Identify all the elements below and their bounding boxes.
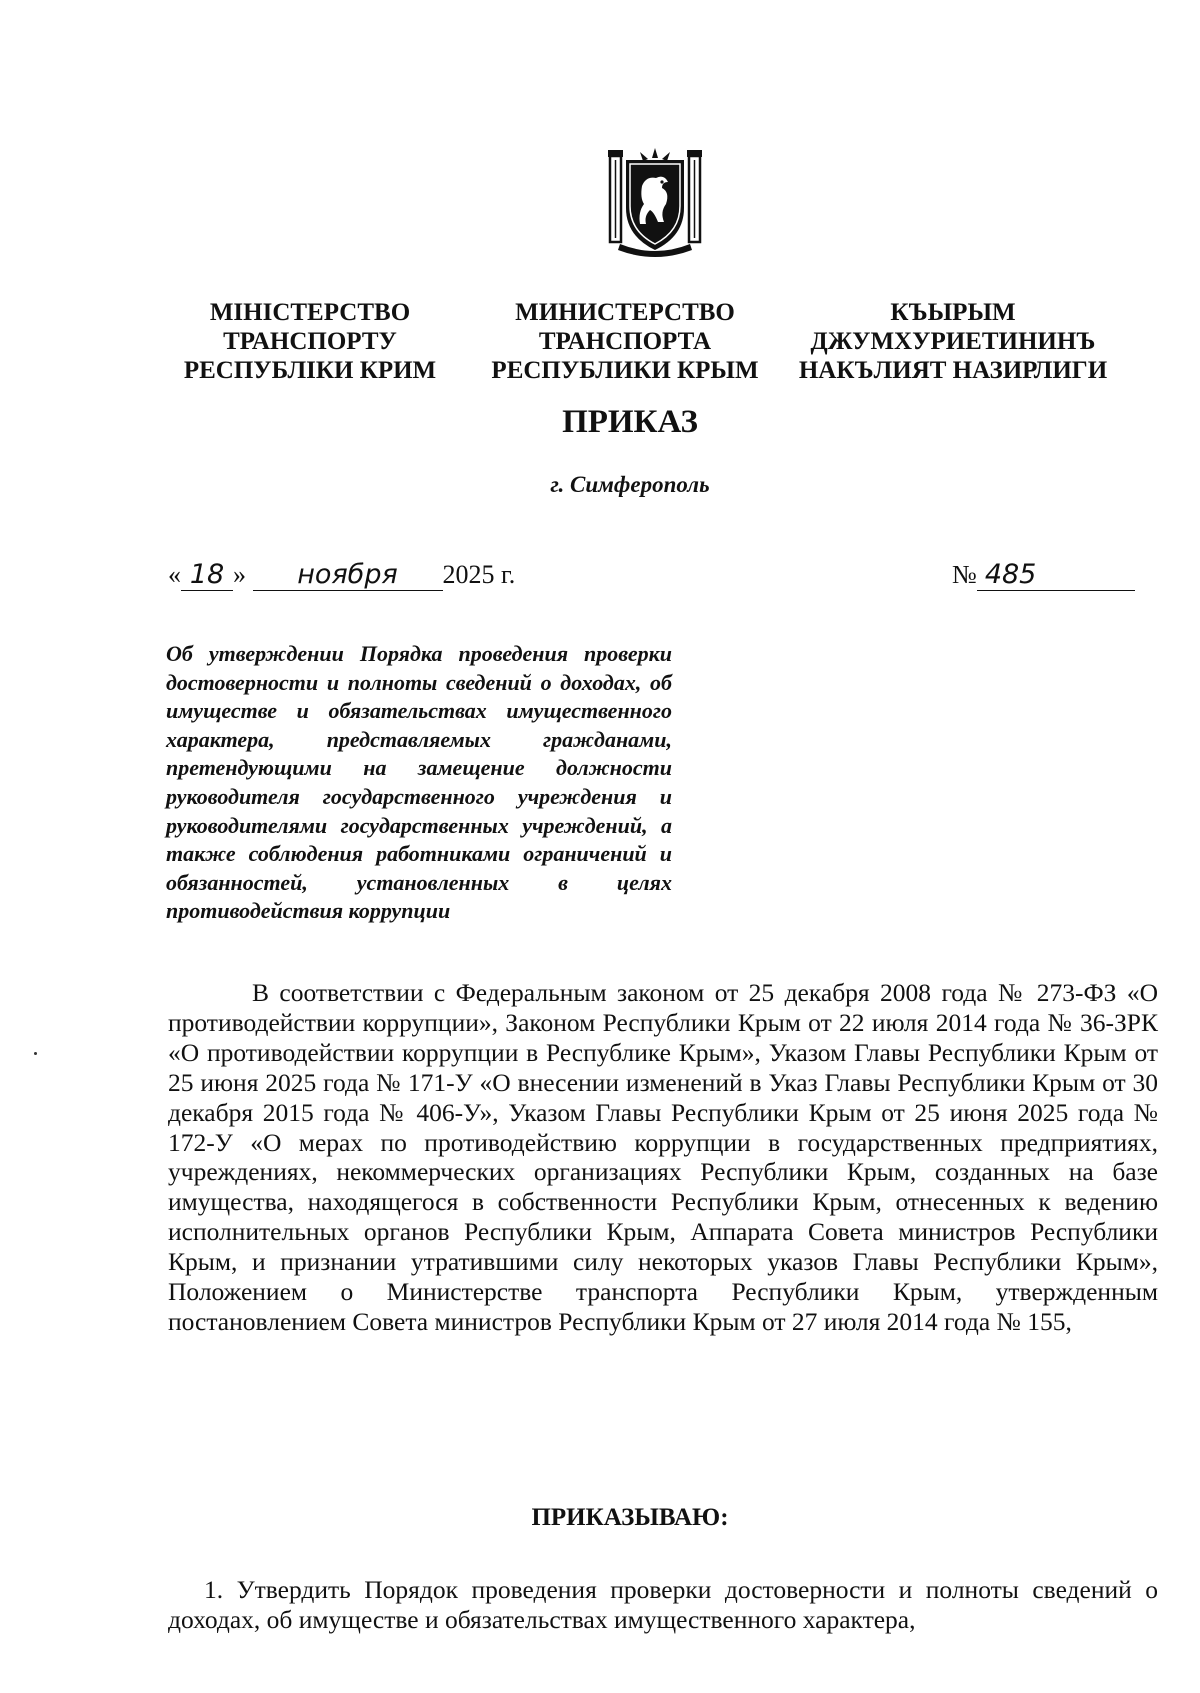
order-word: ПРИКАЗЫВАЮ: (531, 1504, 729, 1531)
date-month: ноября (253, 560, 443, 591)
coat-of-arms-emblem (606, 146, 704, 258)
order-item-1: 1. Утвердить Порядок проведения проверки достоверности и полноты сведений о доходах, об имуществе и обязательствах имущественного характера, (168, 1575, 1158, 1634)
city-line: г. Симферополь (550, 472, 710, 497)
date-close-quote: » (233, 560, 246, 589)
order-number (952, 560, 1135, 591)
header-russian-line-2: ТРАНСПОРТА (538, 328, 712, 355)
date-day: 18 (181, 560, 233, 591)
scan-speck (34, 1052, 37, 1055)
order-date (168, 560, 515, 591)
header-crimean-tatar-line-3: НАКЪЛИЯТ НАЗИРЛИГИ (798, 357, 1108, 384)
number-label: № (952, 560, 977, 589)
header-ukrainian-line-2: ТРАНСПОРТУ (223, 328, 397, 355)
header-ukrainian-line-3: РЕСПУБЛІКИ КРИМ (183, 357, 437, 384)
header-russian-line-3: РЕСПУБЛИКИ КРЫМ (491, 357, 759, 384)
header-ukrainian-line-1: МІНІСТЕРСТВО (209, 299, 411, 326)
header-russian (480, 298, 770, 385)
document-title: ПРИКАЗ (562, 404, 698, 440)
header-russian-line-1: МИНИСТЕРСТВО (515, 299, 735, 326)
header-crimean-tatar-line-2: ДЖУМХУРИЕТИНИНЪ (810, 328, 1096, 355)
header-crimean-tatar-line-1: КЪЫРЫМ (890, 299, 1016, 326)
date-open-quote: « (168, 560, 181, 589)
date-year: 2025 г. (442, 560, 516, 589)
preamble-paragraph: В соответствии с Федеральным законом от 25 декабря 2008 года № 273-ФЗ «О противодействии коррупции», Законом Республики Крым от 22 июля 2014 года № 36-ЗРК «О противодействии коррупции в Республике Крым», Указом Главы Республики Крым от 25 июня 2025 года № 171-У «О внесении изменений в Указ Главы Республики Крым от 30 декабря 2015 года № 406-У», Указом Главы Республики Крым от 25 июня 2025 года № 172-У «О мерах по противодействию коррупции в государственных предприятиях, учреждениях, некоммерческих организациях Республики Крым, созданных на базе имущества, находящегося в собственности Республики Крым, отнесенных к ведению исполнительных органов Республики Крым, Аппарата Совета министров Республики Крым, и признании утратившими силу некоторых указов Главы Республики Крым», Положением о Министерстве транспорта Республики Крым, утвержденным постановлением Совета министров Республики Крым от 27 июля 2014 года № 155, (168, 978, 1158, 1336)
order-subject: Об утверждении Порядка проведения проверки достоверности и полноты сведений о доходах, об имуществе и обязательствах имущественного характера, представляемых гражданами, претендующими на замещение должности руководителя государственного учреждения и руководителями государственных учреждений, а также соблюдения работниками ограничений и обязанностей, установленных в целях противодействия коррупции (166, 641, 672, 924)
header-crimean-tatar (788, 298, 1118, 385)
number-value: 485 (977, 560, 1135, 591)
header-ukrainian (180, 298, 440, 385)
